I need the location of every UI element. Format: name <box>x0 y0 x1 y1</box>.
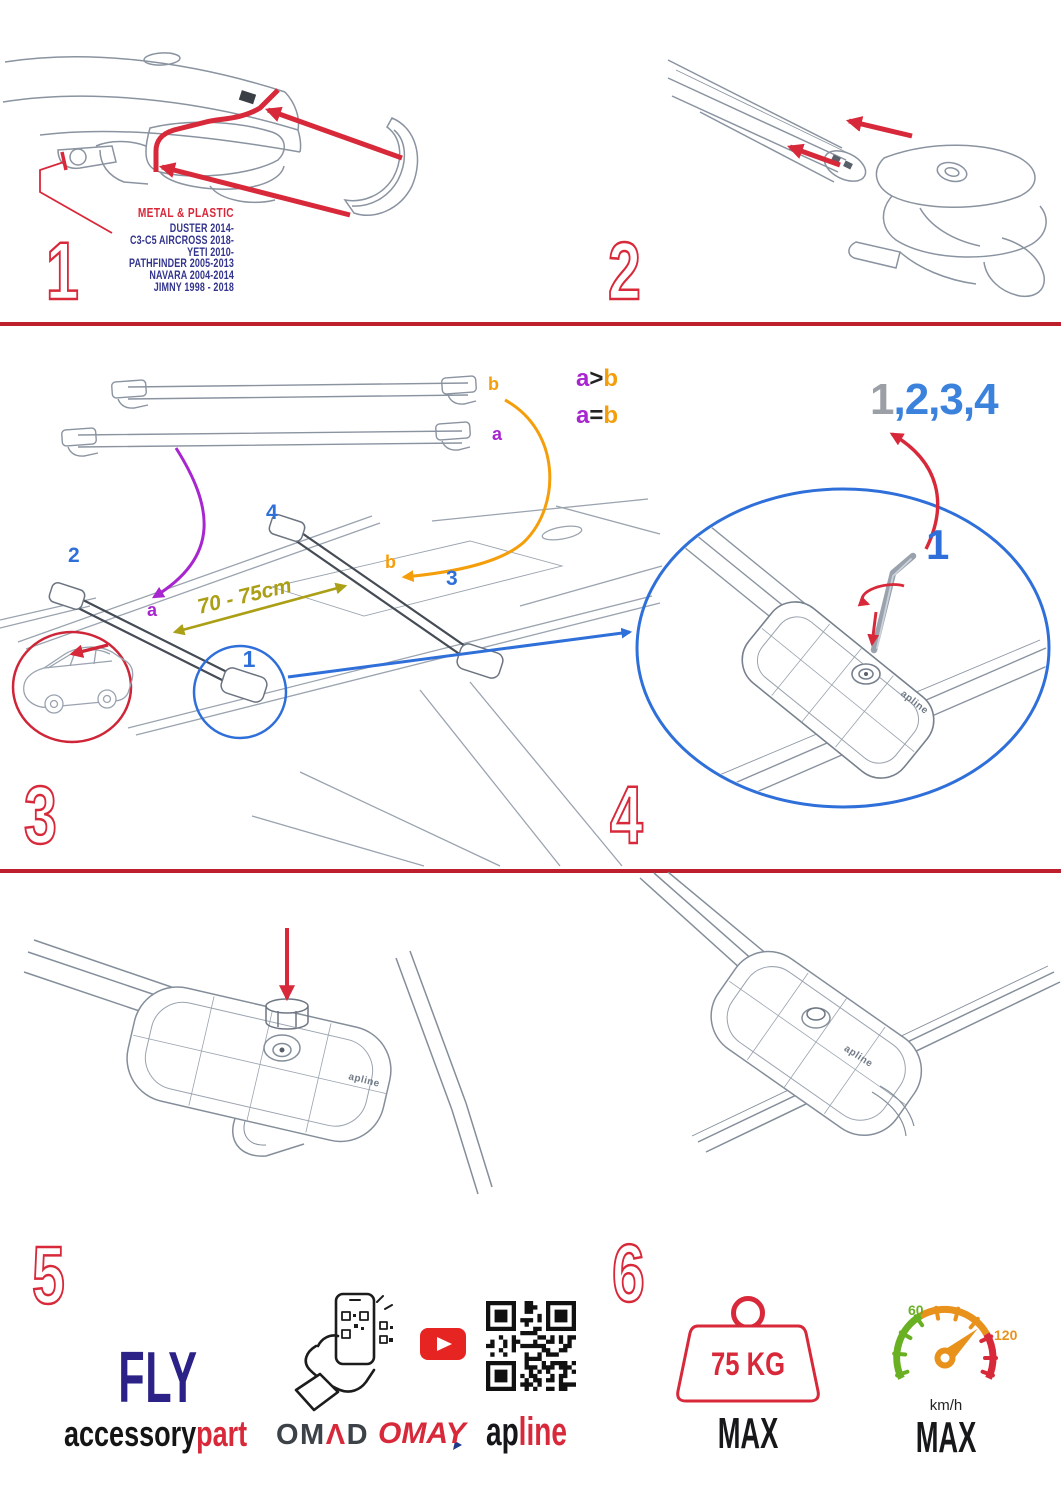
speed-low-tick-label: 60 <box>908 1302 924 1318</box>
vehicle-item: NAVARA 2004-2014 <box>149 270 234 283</box>
fly-logo: FLY <box>118 1338 198 1418</box>
step-number-1: 1 <box>46 226 79 317</box>
apline-logo-on-clamp: apline <box>347 1071 381 1090</box>
roof-b-label: b <box>385 552 396 572</box>
position-2-label: 2 <box>68 544 80 567</box>
bar-a-label: a <box>492 424 503 444</box>
speed-high-tick-label: 120 <box>994 1327 1018 1343</box>
vehicle-compatibility-list <box>78 205 234 295</box>
max-weight-label: MAX <box>717 1409 779 1458</box>
zoom-clamp-drawing <box>730 590 946 790</box>
crossbar-a-drawing <box>61 422 470 456</box>
arrow-bar-b-placement <box>404 400 550 577</box>
accessorypart-logo: accessorypart <box>64 1413 248 1454</box>
formula-a-greater-b: a>b <box>576 365 619 392</box>
formula-a-equal-b: a=b <box>576 402 619 429</box>
roof-a-label: a <box>147 600 158 620</box>
step-number-3: 3 <box>24 770 57 861</box>
clamp-feet-drawing <box>48 513 505 704</box>
step6-clamp-drawing <box>640 872 1060 1152</box>
section-divider <box>0 322 1061 326</box>
bar-distance-measurement: 70 - 75cm <box>195 573 294 619</box>
step-number-6: 6 <box>612 1228 645 1319</box>
crossbar-b-drawing <box>111 376 476 408</box>
youtube-icon <box>420 1328 466 1360</box>
qr-code <box>486 1301 576 1391</box>
step-number-5: 5 <box>32 1230 65 1321</box>
position-1-label: 1 <box>242 646 256 672</box>
bar-b-label: b <box>488 374 499 394</box>
vehicle-item: YETI 2010- <box>187 246 234 259</box>
phone-scan-icon <box>296 1294 393 1410</box>
omay-logo: OMAY <box>378 1417 466 1450</box>
step-number-2: 2 <box>608 226 641 317</box>
apline-logo-on-clamp: apline <box>841 1043 875 1070</box>
car-direction-ellipse <box>13 632 131 742</box>
vehicle-item: C3-C5 AIRCROSS 2018- <box>130 234 234 247</box>
vehicle-item: JIMNY 1998 - 2018 <box>153 282 234 295</box>
step5-clamp-drawing <box>24 940 492 1194</box>
tightening-sequence: 1,2,3,4 <box>870 375 998 424</box>
max-speed-label: MAX <box>915 1413 977 1462</box>
arrow-bar-a-placement <box>154 448 204 597</box>
vehicle-item: PATHFINDER 2005-2013 <box>129 258 234 271</box>
step-number-4: 4 <box>610 770 643 861</box>
position-3-label: 3 <box>446 567 458 590</box>
max-weight-value: 75 KG <box>711 1346 785 1382</box>
omad-logo: OMΛD <box>276 1419 370 1451</box>
apline-logo-on-clamp: apline <box>898 688 931 717</box>
speedometer-icon <box>894 1308 996 1379</box>
zoom-callout-1: 1 <box>926 521 950 568</box>
apline-logo: apline <box>486 1410 567 1454</box>
zoom-connector-arrow <box>288 632 630 677</box>
speed-unit-label: km/h <box>929 1397 963 1414</box>
allen-key-icon <box>874 556 913 650</box>
step5-step6-illustration <box>0 872 1061 1280</box>
crossbar-end-assembly-drawing <box>668 60 1046 296</box>
mini-car-drawing <box>24 647 133 713</box>
vehicle-item: DUSTER 2014- <box>169 222 234 235</box>
position-4-label: 4 <box>266 501 278 524</box>
material-label: METAL & PLASTIC <box>137 205 234 220</box>
